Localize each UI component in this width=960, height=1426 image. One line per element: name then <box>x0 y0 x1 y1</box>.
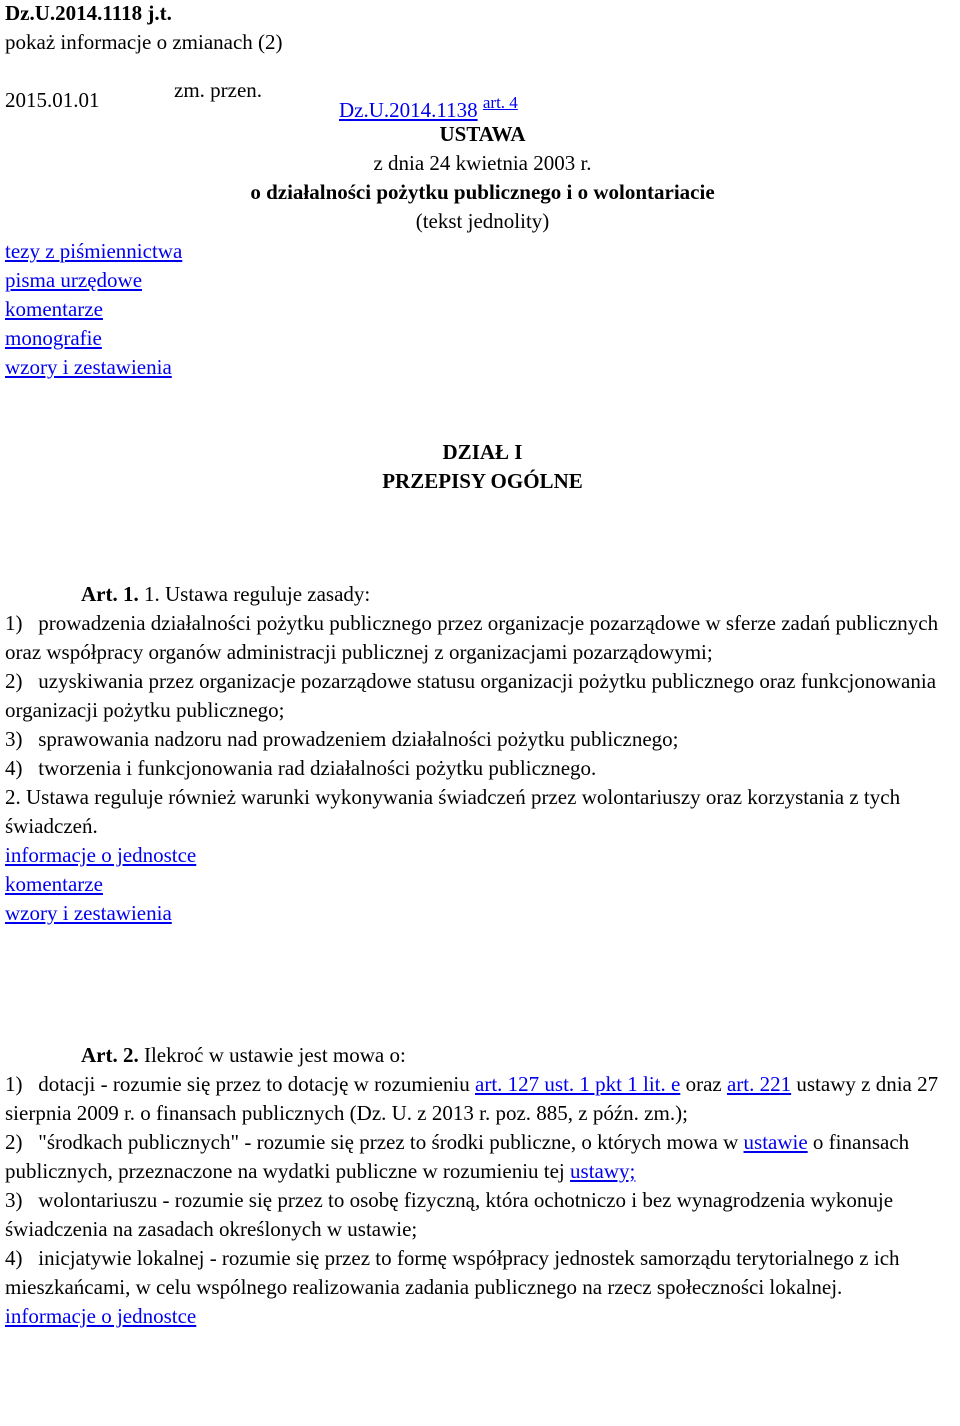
article-1 <box>5 580 955 928</box>
change-date: 2015.01.01 <box>5 88 100 112</box>
article-2-info-link[interactable]: informacje o jednostce <box>5 1304 197 1328</box>
article-2-item-4: 4) inicjatywie lokalnej - rozumie się przez to formę współpracy jednostek samorządu terytorialnego z ich mieszkańcami, w celu wspólnego realizowania zadania publicznego na rzecz społeczności lokalnej. <box>5 1246 900 1299</box>
document-id: Dz.U.2014.1118 j.t. <box>5 1 172 25</box>
article-1-para1-intro: Ustawa reguluje zasady: <box>164 582 371 606</box>
art-221-link[interactable]: art. 221 <box>726 1072 792 1096</box>
article-2-item-3: 3) wolontariuszu - rozumie się przez to osobę fizyczną, która ochotniczo i bez wynagrodzenia wykonuje świadczenia na zasadach określonych w ustawie; <box>5 1188 894 1241</box>
article-1-para-2: 2. Ustawa reguluje również warunki wykonywania świadczeń przez wolontariuszy oraz korzystania z tych świadczeń. <box>5 785 901 838</box>
article-1-info-link[interactable]: informacje o jednostce <box>5 843 197 867</box>
article-2-label: Art. 2. <box>81 1043 139 1067</box>
side-link-monografie[interactable]: monografie <box>5 326 102 350</box>
change-article-link[interactable]: art. 4 <box>482 93 518 112</box>
article-1-item-1: 1) prowadzenia działalności pożytku publicznego przez organizacje pozarządowe w sferze zadań publicznych oraz współpracy organów administracji publicznej z organizacjami pozarządowymi; <box>5 611 939 664</box>
side-link-tezy[interactable]: tezy z piśmiennictwa <box>5 239 183 263</box>
article-1-item-3: 3) sprawowania nadzoru nad prowadzeniem działalności pożytku publicznego; <box>5 727 679 751</box>
article-2-item-1: 1) dotacji - rozumie się przez to dotację w rozumieniu art. 127 ust. 1 pkt 1 lit. e oraz art. 221 ustawy z dnia 27 sierpnia 2009 r. o finansach publicznych (Dz. U. z 2013 r. poz. 885, z późn. zm.); <box>5 1072 939 1125</box>
side-link-wzory[interactable]: wzory i zestawienia <box>5 355 172 379</box>
act-title: o działalności pożytku publicznego i o wolontariacie <box>250 180 715 204</box>
art-127-link[interactable]: art. 127 ust. 1 pkt 1 lit. e <box>475 1072 681 1096</box>
article-1-para1-num: 1. <box>143 582 160 606</box>
change-type: zm. przen. <box>174 78 263 102</box>
article-1-templates-link[interactable]: wzory i zestawienia <box>5 901 172 925</box>
article-1-item-2: 2) uzyskiwania przez organizacje pozarządowe statusu organizacji pożytku publicznego oraz funkcjonowania organizacji pożytku publicznego; <box>5 669 937 722</box>
article-2-item-2: 2) "środkach publicznych" - rozumie się przez to środki publiczne, o których mowa w ustawie o finansach publicznych, przeznaczone na wydatki publiczne w rozumieniu tej ustawy; <box>5 1130 910 1183</box>
changes-info-link[interactable]: pokaż informacje o zmianach (2) <box>5 30 283 54</box>
act-type: USTAWA <box>439 122 526 146</box>
article-2 <box>5 1041 955 1331</box>
act-note: (tekst jednolity) <box>415 209 550 233</box>
article-1-comments-link[interactable]: komentarze <box>5 872 103 896</box>
article-1-label: Art. 1. <box>81 582 139 606</box>
side-links <box>5 237 182 382</box>
side-link-komentarze[interactable]: komentarze <box>5 297 103 321</box>
article-1-item-4: 4) tworzenia i funkcjonowania rad działalności pożytku publicznego. <box>5 756 597 780</box>
ustawie-link[interactable]: ustawie <box>743 1130 808 1154</box>
side-link-pisma[interactable]: pisma urzędowe <box>5 268 143 292</box>
article-2-intro: Ilekroć w ustawie jest mowa o: <box>143 1043 406 1067</box>
act-date: z dnia 24 kwietnia 2003 r. <box>373 151 592 175</box>
section-number: DZIAŁ I <box>442 440 523 464</box>
section-title: PRZEPISY OGÓLNE <box>382 469 583 493</box>
change-source-link[interactable]: Dz.U.2014.1138 <box>339 98 478 122</box>
ustawy-link[interactable]: ustawy; <box>570 1159 636 1183</box>
